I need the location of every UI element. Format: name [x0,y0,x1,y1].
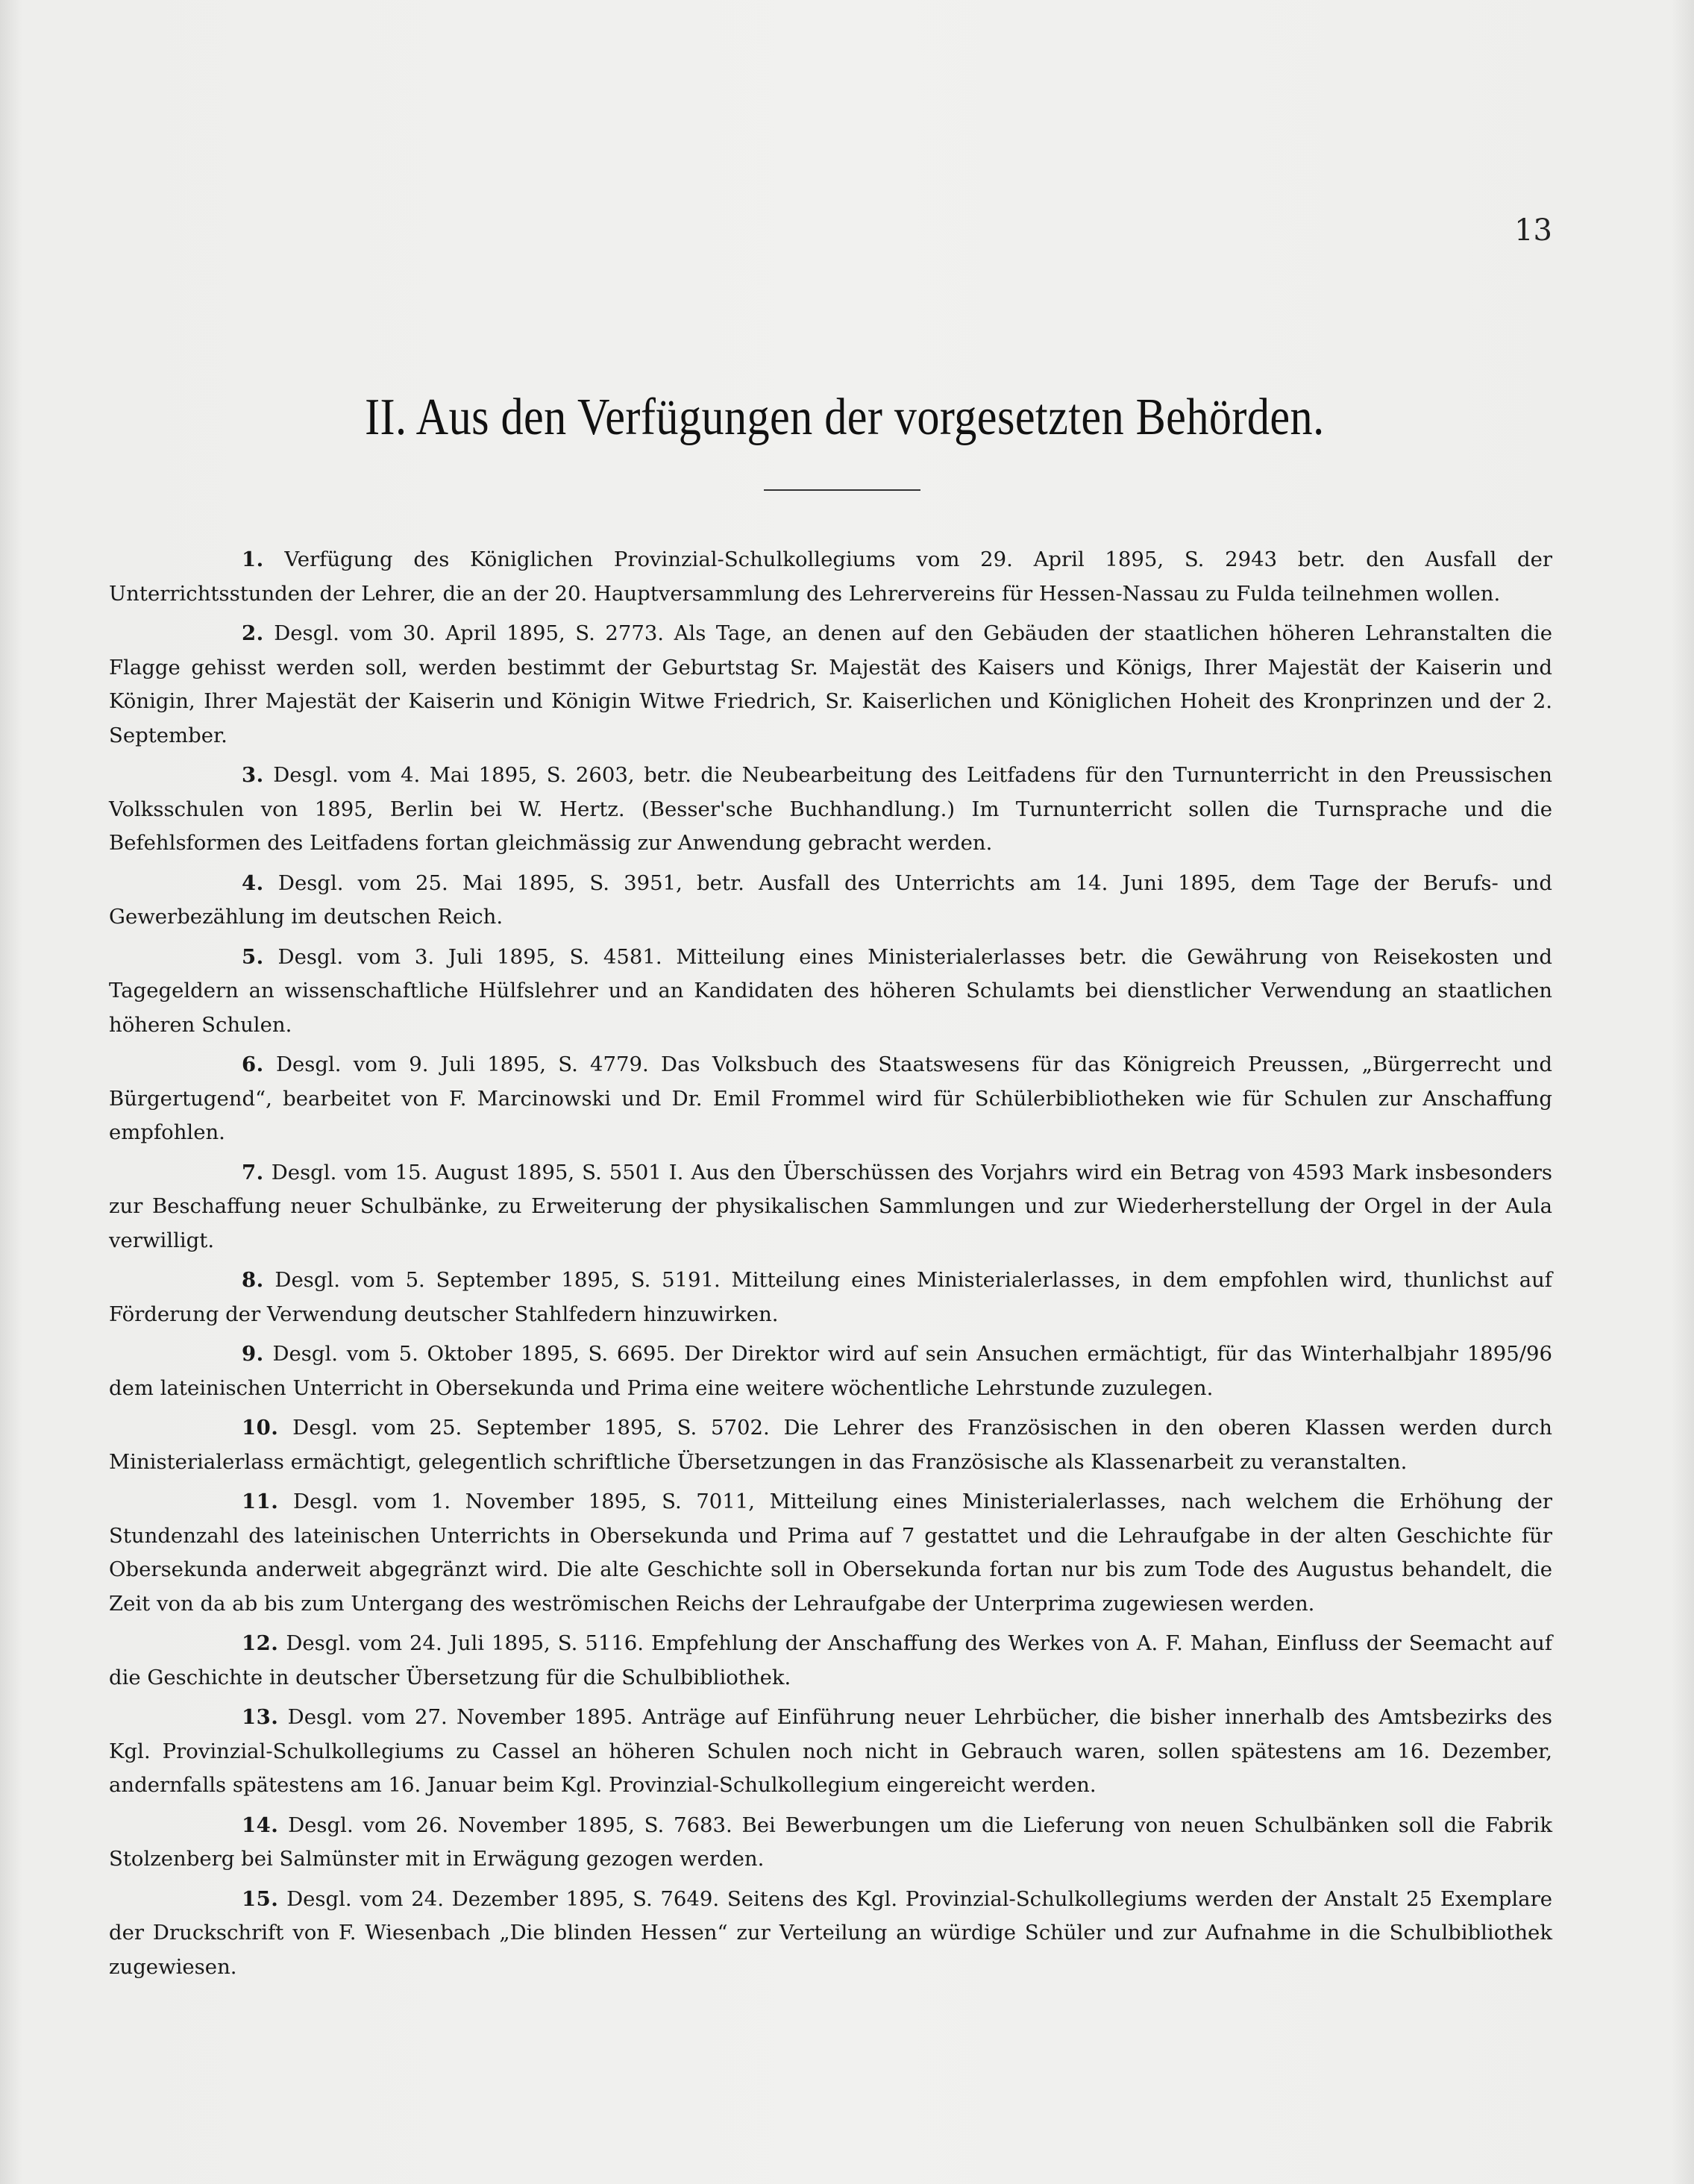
decree-entry-8 [109,1264,1552,1331]
decree-number: 2. [242,621,264,645]
decree-text: Desgl. vom 5. September 1895, S. 5191. Mitteilung eines Ministerialerlasses, in dem empfohlen wird, thunlichst auf Förderung der Verwendung deutscher Stahlfedern hinzuwirken. [109,1268,1552,1326]
decree-text: Desgl. vom 5. Oktober 1895, S. 6695. Der Direktor wird auf sein Ansuchen ermächtigt, für das Winterhalbjahr 1895/96 dem lateinischen Unterricht in Obersekunda und Prima eine weitere wöchentliche Lehrstunde zuzulegen. [109,1342,1552,1400]
decree-number: 10. [242,1416,279,1440]
decree-text: Desgl. vom 3. Juli 1895, S. 4581. Mitteilung eines Ministerialerlasses betr. die Gewährung von Reisekosten und Tagegeldern an wissenschaftliche Hülfslehrer und an Kandidaten des höheren Schulamts bei dienstlicher Verwendung an staatlichen höheren Schulen. [109,944,1552,1037]
decree-text: Desgl. vom 24. Juli 1895, S. 5116. Empfehlung der Anschaffung des Werkes von A. F. Mahan, Einfluss der Seemacht auf die Geschichte in deutscher Übersetzung für die Schulbibliothek. [109,1631,1552,1689]
decree-entry-13 [109,1701,1552,1803]
decree-number: 9. [242,1342,264,1366]
decree-entry-3 [109,759,1552,861]
decree-number: 13. [242,1705,279,1729]
page-number: 13 [1514,213,1552,248]
decree-text: Desgl. vom 25. September 1895, S. 5702. Die Lehrer des Französischen in den oberen Klassen werden durch Ministerialerlass ermächtigt, gelegentlich schriftliche Übersetzungen in das Französische als Klassenarbeit zu veranstalten. [109,1416,1553,1474]
decree-number: 3. [242,763,264,787]
decree-number: 8. [242,1268,264,1292]
decree-text: Desgl. vom 9. Juli 1895, S. 4779. Das Volksbuch des Staatswesens für das Königreich Preussen, „Bürgerrecht und Bürgertugend“, bearbeitet von F. Marcinowski und Dr. Emil Frommel wird für Schülerbibliotheken wie für Schulen zur Anschaffung empfohlen. [109,1052,1552,1144]
decree-entry-7 [109,1156,1552,1258]
decree-entry-15 [109,1883,1552,1985]
decree-entry-5 [109,941,1552,1043]
decree-text: Desgl. vom 1. November 1895, S. 7011, Mitteilung eines Ministerialerlasses, nach welchem die Erhöhung der Stundenzahl des lateinischen Unterrichts in Obersekunda und Prima auf 7 gestattet und die Lehraufgabe in der alten Geschichte für Obersekunda anderweit abgegränzt wird. Die alte Geschichte soll in Obersekunda fortan nur bis zum Tode des Augustus behandelt, die Zeit von da ab bis zum Untergang des weströmischen Reichs der Lehraufgabe der Unterprima zugewiesen werden. [109,1490,1552,1616]
decree-entry-12 [109,1627,1552,1695]
decree-text: Desgl. vom 25. Mai 1895, S. 3951, betr. Ausfall des Unterrichts am 14. Juni 1895, dem Tage der Berufs- und Gewerbezählung im deutschen Reich. [109,870,1552,929]
decree-text: Desgl. vom 4. Mai 1895, S. 2603, betr. die Neubearbeitung des Leitfadens für den Turnunterricht in den Preussischen Volksschulen von 1895, Berlin bei W. Hertz. (Besser'sche Buchhandlung.) Im Turnunterricht sollen die Turnsprache und die Befehlsformen des Leitfadens fortan gleichmässig zur Anwendung gebracht werden. [109,763,1552,855]
decree-number: 1. [242,547,264,571]
decree-text: Verfügung des Königlichen Provinzial-Schulkollegiums vom 29. April 1895, S. 2943 betr. den Ausfall der Unterrichtsstunden der Lehrer, die an der 20. Hauptversammlung des Lehrervereins für Hessen-Nassau zu Fulda teilnehmen wollen. [109,547,1552,606]
decree-number: 7. [242,1160,264,1184]
heading-divider [764,489,920,491]
decree-entry-4 [109,867,1552,935]
decree-number: 6. [242,1052,264,1076]
decree-entry-11 [109,1485,1552,1621]
decree-text: Desgl. vom 26. November 1895, S. 7683. Bei Bewerbungen um die Lieferung von neuen Schulbänken soll die Fabrik Stolzenberg bei Salmünster mit in Erwägung gezogen werden. [109,1813,1552,1871]
decree-entry-9 [109,1337,1552,1405]
decree-text: Desgl. vom 15. August 1895, S. 5501 I. Aus den Überschüssen des Vorjahrs wird ein Betrag von 4593 Mark insbesonders zur Beschaffung neuer Schulbänke, zu Erweiterung der physikalischen Sammlungen und zur Wiederherstellung der Orgel in der Aula verwilligt. [109,1160,1552,1252]
section-heading: II. Aus den Verfügungen der vorgesetzten Behörden. [365,389,1325,446]
decree-entry-1 [109,543,1552,611]
decree-text: Desgl. vom 30. April 1895, S. 2773. Als Tage, an denen auf den Gebäuden der staatlichen höheren Lehranstalten die Flagge gehisst werden soll, werden bestimmt der Geburtstag Sr. Majestät des Kaisers und Königs, Ihrer Majestät der Kaiserin und Königin, Ihrer Majestät der Kaiserin und Königin Witwe Friedrich, Sr. Kaiserlichen und Königlichen Hoheit des Kronprinzen und der 2. September. [109,621,1552,747]
decree-entry-6 [109,1048,1552,1150]
decree-number: 15. [242,1886,279,1911]
decree-number: 11. [242,1490,279,1513]
decree-text: Desgl. vom 27. November 1895. Anträge auf Einführung neuer Lehrbücher, die bisher innerhalb des Amtsbezirks des Kgl. Provinzial-Schulkollegiums zu Cassel an höheren Schulen noch nicht in Gebrauch waren, sollen spätestens am 16. Dezember, andernfalls spätestens am 16. Januar beim Kgl. Provinzial-Schulkollegium eingereicht werden. [109,1705,1552,1797]
decree-entry-2 [109,617,1552,753]
decree-number: 4. [242,870,264,895]
decree-number: 12. [242,1631,279,1655]
decree-list [109,543,1552,1990]
decree-entry-10 [109,1411,1552,1479]
decree-entry-14 [109,1809,1552,1877]
decree-number: 5. [242,944,264,969]
decree-number: 14. [242,1813,279,1837]
decree-text: Desgl. vom 24. Dezember 1895, S. 7649. Seitens des Kgl. Provinzial-Schulkollegiums werden der Anstalt 25 Exemplare der Druckschrift von F. Wiesenbach „Die blinden Hessen“ zur Verteilung an würdige Schüler und zur Aufnahme in die Schulbibliothek zugewiesen. [109,1886,1552,1979]
